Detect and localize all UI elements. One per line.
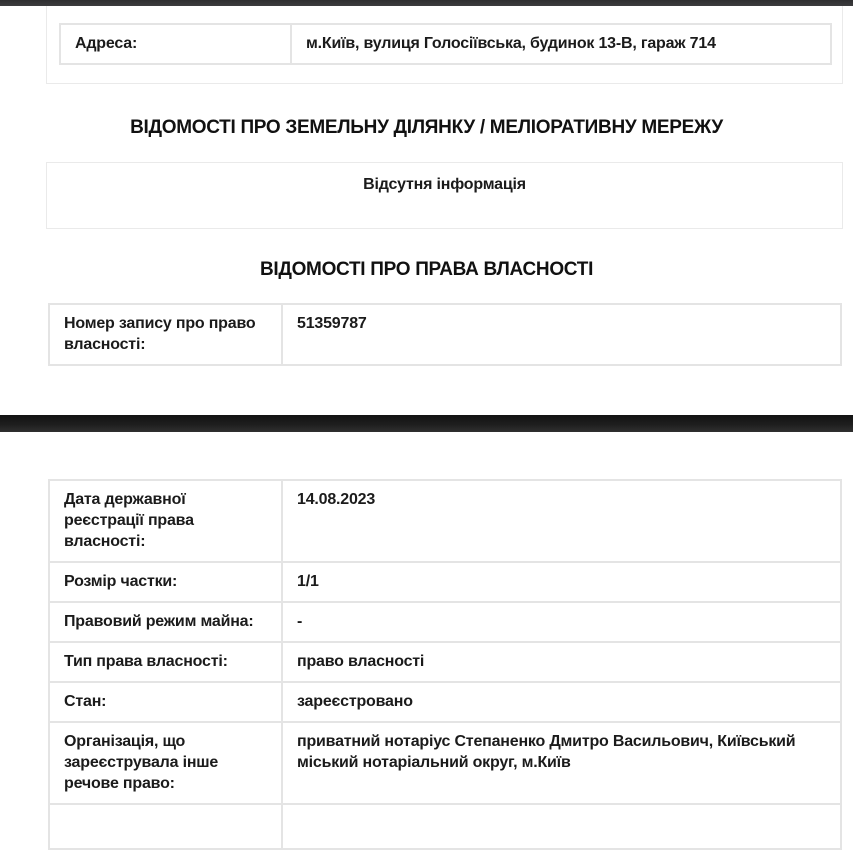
table-row-partial: [49, 804, 841, 849]
registering-organization-label: Організація, що зареєструвала інше речове право:: [49, 722, 282, 804]
table-row: [49, 722, 841, 804]
table-row: [49, 642, 841, 682]
address-section-container: [46, 6, 843, 84]
status-label: Стан:: [49, 682, 282, 722]
share-size-value: 1/1: [282, 562, 841, 602]
ownership-details-table: [48, 479, 842, 850]
legal-regime-value: -: [282, 602, 841, 642]
empty-info-text: Відсутня інформація: [363, 176, 526, 193]
table-row: [60, 24, 831, 64]
address-value: м.Київ, вулиця Голосіївська, будинок 13-В, гараж 714: [291, 24, 831, 64]
table-row: [49, 602, 841, 642]
table-row: [49, 480, 841, 562]
status-value: зареєстровано: [282, 682, 841, 722]
table-row: [49, 682, 841, 722]
ownership-record-table: [48, 303, 842, 366]
address-table: [59, 23, 832, 65]
address-label: Адреса:: [60, 24, 291, 64]
share-size-label: Розмір частки:: [49, 562, 282, 602]
record-number-label: Номер запису про право власності:: [49, 304, 282, 365]
ownership-type-label: Тип права власності:: [49, 642, 282, 682]
land-empty-info-box: [46, 162, 843, 229]
partial-row-value-cell: [282, 804, 841, 849]
legal-regime-label: Правовий режим майна:: [49, 602, 282, 642]
partial-row-label-cell: [49, 804, 282, 849]
table-row: [49, 562, 841, 602]
registration-date-value: 14.08.2023: [282, 480, 841, 562]
ownership-section-heading: ВІДОМОСТІ ПРО ПРАВА ВЛАСНОСТІ: [259, 259, 594, 280]
land-section-heading: ВІДОМОСТІ ПРО ЗЕМЕЛЬНУ ДІЛЯНКУ / МЕЛІОРАТИВНУ МЕРЕЖУ: [130, 117, 723, 138]
table-row: [49, 304, 841, 365]
record-number-value: 51359787: [282, 304, 841, 365]
page-gap-bar-middle: [0, 415, 853, 432]
registering-organization-value: приватний нотаріус Степаненко Дмитро Васильович, Київський міський нотаріальний округ, м.Київ: [282, 722, 841, 804]
registration-date-label: Дата державної реєстрації права власності:: [49, 480, 282, 562]
ownership-type-value: право власності: [282, 642, 841, 682]
